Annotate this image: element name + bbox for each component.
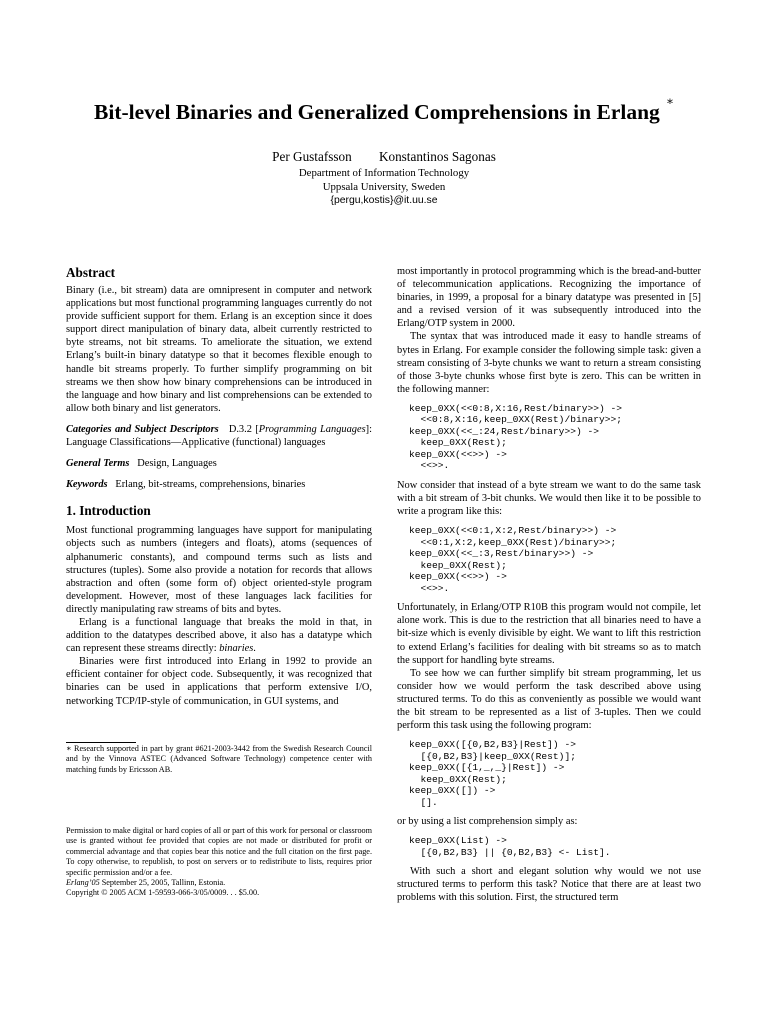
right-paragraph-4: Unfortunately, in Erlang/OTP R10B this program would not compile, let alone work. This is due to the restriction that all binaries need to have a bit-size which is evenly divisible by eight. We want to lift this restriction to extend Erlang’s facilities for dealing with bit streams so as to match the support for handling byte streams. bbox=[397, 602, 701, 666]
right-paragraph-6: or by using a list comprehension simply as: bbox=[397, 816, 578, 828]
categories-line bbox=[66, 423, 372, 449]
right-paragraph-7: With such a short and elegant solution why would we not use structured terms to perform this task? Notice that there are at least two problems with this solution. First, the structured term bbox=[397, 866, 701, 904]
intro-p2-end: . bbox=[253, 643, 256, 655]
permission-text: Permission to make digital or hard copies of all or part of this work for personal or classroom use is granted without fee provided that copies are not made or distributed for profit or commercial advantage and that copies bear this notice and the full citation on the first page. To copy otherwise, to republish, to post on servers or to redistribute to lists, requires prior specific permission and/or a fee. bbox=[66, 826, 372, 877]
code-block-1: keep_0XX(<<0:8,X:16,Rest/binary>>) -> <<0:8,X:16,keep_0XX(Rest)/binary>>; keep_0XX(<<_:24,Rest/binary>>) -> keep_0XX(Rest); keep_0XX(<<>>) -> <<>>. bbox=[409, 402, 623, 472]
footnote-block bbox=[66, 744, 372, 775]
author-name: Per Gustafsson bbox=[272, 149, 352, 164]
permission-block bbox=[66, 826, 372, 899]
venue-name: Erlang’05 bbox=[66, 878, 100, 888]
affiliation-university: Uppsala University, Sweden bbox=[322, 180, 446, 193]
author-list bbox=[0, 149, 768, 165]
intro-paragraph-3: Binaries were first introduced into Erlang in 1992 to provide an efficient container for object code. Subsequently, it was recognized that binaries can be used in applications that perform extensive I/O, networking TCP/IP-style of communication, in GUI systems, and bbox=[66, 656, 372, 707]
footnote-text: ∗ Research supported in part by grant #621-2003-3442 from the Swedish Research Council and by the Vinnova ASTEC (Advanced Software Technology) competence center with matching funds by Ericsson AB. bbox=[66, 744, 372, 774]
affiliation-dept: Department of Information Technology bbox=[298, 167, 470, 179]
abstract-heading: Abstract bbox=[66, 265, 116, 280]
keywords-line bbox=[66, 478, 372, 491]
code-block-2: keep_0XX(<<0:1,X:2,Rest/binary>>) -> <<0:1,X:2,keep_0XX(Rest)/binary>>; keep_0XX(<<_:3,Rest/binary>>) -> keep_0XX(Rest); keep_0XX(<<>>) -> <<>>. bbox=[409, 525, 617, 594]
left-column bbox=[66, 265, 372, 708]
intro-p2-emph: binaries bbox=[219, 643, 254, 655]
right-paragraph-5: To see how we can further simplify bit stream programming, let us consider how we would perform the task described above using structured terms. To do this as conveniently as possible we would want the bit stream to be represented as a list of 3-tuples. Then we could perform this task using the following program: bbox=[397, 667, 701, 732]
intro-paragraph-1: Most functional programming languages have support for manipulating objects such as numbers (integers and floats), atoms (sequences of alphanumeric constants), and compound terms such as lists and structures (tuples). Some also provide a notation for records that allows abstraction and often (some form of) object oriented-style program development. However, most of these languages lack facilities for directly manipulating raw streams of bits and bytes. bbox=[66, 525, 372, 615]
categories-code: D.3.2 [ bbox=[228, 423, 259, 435]
right-paragraph-1: most importantly in protocol programming which is the bread-and-butter of telecommunication applications. Recognizing the importance of binaries, in 1999, a proposal for a binary datatype was presented in [5] and a revised version of it was subsequently introduced into the Erlang/OTP system in 2000. bbox=[397, 266, 701, 330]
categories-emph: Programming Languages bbox=[258, 423, 366, 435]
right-paragraph-3: Now consider that instead of a byte stream we want to do the same task with a bit stream of 3-bit chunks. We would then like it to be possible to write a program like this: bbox=[397, 479, 701, 518]
author-name: Konstantinos Sagonas bbox=[378, 149, 496, 164]
right-paragraph-2: The syntax that was introduced made it easy to handle streams of bytes in Erlang. For example consider the following simple task: given a stream consisting of 3-byte chunks we want to return a stream consisting of those 3-byte chunks whose first byte is zero. This can be written in the following manner: bbox=[397, 331, 701, 395]
copyright-line: Copyright © 2005 ACM 1-59593-066-3/05/0009. . . $5.00. bbox=[66, 888, 260, 898]
right-column bbox=[397, 265, 701, 905]
intro-p2-text: Erlang is a functional language that breaks the mold in that, in addition to the datatypes described above, it also has a datatype which can represent these streams directly: bbox=[66, 616, 372, 655]
venue-details: September 25, 2005, Tallinn, Estonia. bbox=[99, 878, 226, 888]
categories-label: Categories and Subject Descriptors bbox=[66, 423, 219, 435]
code-block-4: keep_0XX(List) -> [{0,B2,B3} || {0,B2,B3} <- List]. bbox=[409, 835, 611, 858]
general-terms-text: Design, Languages bbox=[137, 458, 217, 470]
title-footnote-mark: ∗ bbox=[665, 94, 674, 108]
title-text: Bit-level Binaries and Generalized Comprehensions in Erlang bbox=[94, 100, 660, 125]
keywords-label: Keywords bbox=[66, 479, 108, 491]
intro-paragraph-2 bbox=[66, 616, 372, 655]
code-block-3: keep_0XX([{0,B2,B3}|Rest]) -> [{0,B2,B3}|keep_0XX(Rest)]; keep_0XX([{1,_,_}|Rest]) -> keep_0XX(Rest); keep_0XX([]) -> []. bbox=[409, 739, 576, 808]
paper-title bbox=[60, 94, 708, 125]
intro-heading: 1. Introduction bbox=[66, 503, 151, 519]
abstract-text: Binary (i.e., bit stream) data are omnipresent in computer and network applications but most functional programming languages currently do not provide sufficient support for them. Erlang is an exception since it does support direct manipulation of binary data, albeit currently restricted to byte streams, not bit streams. To ameliorate the situation, we extend Erlang’s built-in binary datatype so that it becomes flexible enough to handle bit streams properly. To further simplify programming on bit streams we then show how binary comprehensions can be introduced in the language and how binary and list comprehensions can be extended to allow both binary and list generators. bbox=[66, 285, 372, 414]
affiliation bbox=[0, 167, 768, 208]
affiliation-email: {pergu,kostis}@it.uu.se bbox=[330, 195, 438, 207]
keywords-text: Erlang, bit-streams, comprehensions, binaries bbox=[115, 479, 306, 491]
general-terms-line bbox=[66, 457, 372, 470]
footnote-rule bbox=[66, 742, 136, 743]
categories-rest: ]: Language Classifications—Applicative (functional) languages bbox=[66, 423, 372, 449]
venue-line bbox=[66, 878, 372, 888]
general-terms-label: General Terms bbox=[66, 458, 130, 470]
